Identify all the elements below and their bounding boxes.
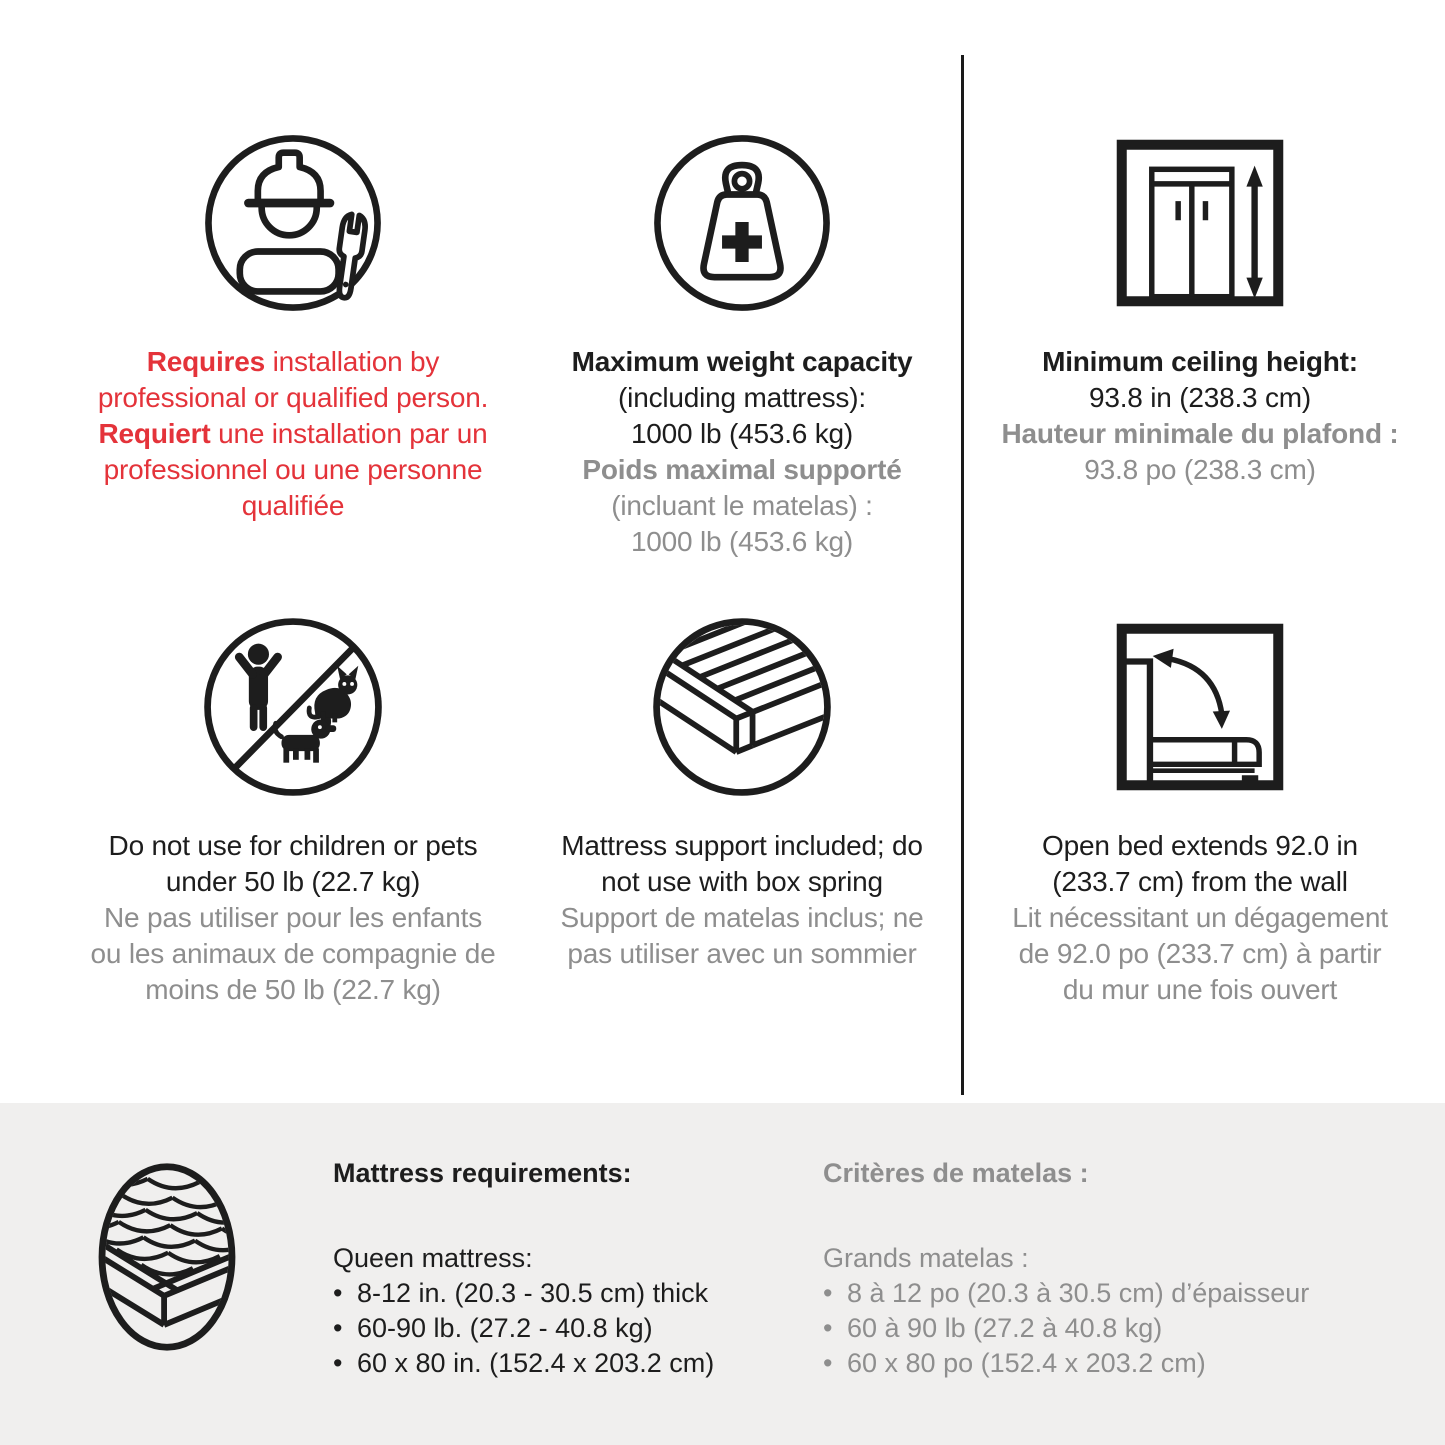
requirements-heading-en: Mattress requirements: — [333, 1158, 632, 1188]
no-children-or-pets-icon — [197, 611, 389, 803]
support-icon-box — [540, 612, 944, 802]
open-bed-text-fr — [975, 900, 1425, 1008]
requirements-heading-fr: Critères de matelas : — [823, 1158, 1089, 1188]
text-line: 1000 lb (453.6 kg) — [630, 526, 854, 557]
list-item: • 60 x 80 po (152.4 x 203.2 cm) — [823, 1346, 1423, 1381]
children-text-fr — [55, 900, 531, 1008]
ceiling-height-arrow-icon — [1109, 132, 1291, 314]
text-line: Do not use for children or pets — [108, 830, 478, 861]
weight-heading-en: Maximum weight capacity — [571, 346, 913, 377]
text-line: (including mattress): — [618, 382, 866, 413]
dog-figure — [275, 717, 336, 762]
list-item: • 8 à 12 po (20.3 à 30.5 cm) d’épaisseur — [823, 1276, 1423, 1311]
text-line: moins de 50 lb (22.7 kg) — [145, 974, 441, 1005]
requirements-subheading-fr: Grands matelas : — [823, 1243, 1029, 1273]
text-line: under 50 lb (22.7 kg) — [165, 866, 421, 897]
section-installation — [55, 128, 531, 524]
text-line: (incluant le matelas) : — [611, 490, 873, 521]
section-no-children-pets — [55, 612, 531, 1008]
ceiling-text-en — [975, 344, 1425, 416]
text-line: pas utiliser avec un sommier — [567, 938, 917, 969]
text-line: 93.8 po (238.3 cm) — [1084, 454, 1316, 485]
ceiling-text-fr — [975, 416, 1425, 488]
list-item: • 60-90 lb. (27.2 - 40.8 kg) — [333, 1311, 803, 1346]
list-item: • 60 à 90 lb (27.2 à 40.8 kg) — [823, 1311, 1423, 1346]
text-line: 1000 lb (453.6 kg) — [630, 418, 854, 449]
child-figure — [239, 644, 277, 728]
section-mattress-support — [540, 612, 944, 972]
installation-bold-fr: Requiert — [98, 418, 211, 449]
requirements-list-fr — [823, 1276, 1423, 1381]
column-divider — [961, 55, 964, 1095]
text-line: Open bed extends 92.0 in — [1042, 830, 1358, 861]
installation-rest-fr: une installation par un — [210, 418, 488, 449]
text-line: ou les animaux de compagnie de — [90, 938, 496, 969]
no-children-icon-box — [55, 612, 531, 802]
text-line: Support de matelas inclus; ne — [560, 902, 924, 933]
support-text-fr — [540, 900, 944, 972]
weight-text-en — [540, 344, 944, 452]
list-item: • 8-12 in. (20.3 - 30.5 cm) thick — [333, 1276, 803, 1311]
installation-rest-en: installation by — [265, 346, 440, 377]
text-line: du mur une fois ouvert — [1062, 974, 1338, 1005]
mattress-requirements-en — [333, 1156, 803, 1381]
weight-icon-box — [540, 128, 944, 318]
weight-text-fr — [540, 452, 944, 560]
text-line — [55, 416, 531, 452]
mattress-icon-box — [94, 1160, 240, 1354]
list-item: • 60 x 80 in. (152.4 x 203.2 cm) — [333, 1346, 803, 1381]
section-ceiling-height — [975, 128, 1425, 488]
weight-heading-fr: Poids maximal supporté — [582, 454, 902, 485]
ceiling-heading-fr: Hauteur minimale du plafond : — [1001, 418, 1399, 449]
text-line — [55, 344, 531, 380]
text-line: Lit nécessitant un dégagement — [1012, 902, 1388, 933]
open-bed-icon-box — [975, 612, 1425, 802]
children-text-en — [55, 828, 531, 900]
wall-bed-opening-icon — [1109, 616, 1291, 798]
requirements-subheading-en: Queen mattress: — [333, 1243, 533, 1273]
text-line: professional or qualified person. — [97, 382, 489, 413]
text-line: Mattress support included; do — [561, 830, 923, 861]
slatted-mattress-support-icon — [646, 611, 838, 803]
text-line: (233.7 cm) from the wall — [1052, 866, 1348, 897]
requirements-list-en — [333, 1276, 803, 1381]
section-weight-capacity — [540, 128, 944, 560]
worker-with-wrench-icon — [198, 128, 388, 318]
ceiling-heading-en: Minimum ceiling height: — [1042, 346, 1358, 377]
installation-bold-en: Requires — [146, 346, 265, 377]
cat-figure — [309, 666, 358, 723]
text-line: qualifiée — [241, 490, 345, 521]
text-line: Ne pas utiliser pour les enfants — [103, 902, 483, 933]
mattress-requirements-fr — [823, 1156, 1423, 1381]
text-line: professionnel ou une personne — [103, 454, 483, 485]
open-bed-text-en — [975, 828, 1425, 900]
tufted-mattress-icon — [94, 1160, 240, 1354]
installation-icon-box — [55, 128, 531, 318]
installation-text — [55, 344, 531, 524]
section-open-bed — [975, 612, 1425, 1008]
text-line: 93.8 in (238.3 cm) — [1088, 382, 1312, 413]
text-line: de 92.0 po (233.7 cm) à partir — [1018, 938, 1382, 969]
ceiling-icon-box — [975, 128, 1425, 318]
text-line: not use with box spring — [601, 866, 883, 897]
weight-plus-icon — [647, 128, 837, 318]
support-text-en — [540, 828, 944, 900]
